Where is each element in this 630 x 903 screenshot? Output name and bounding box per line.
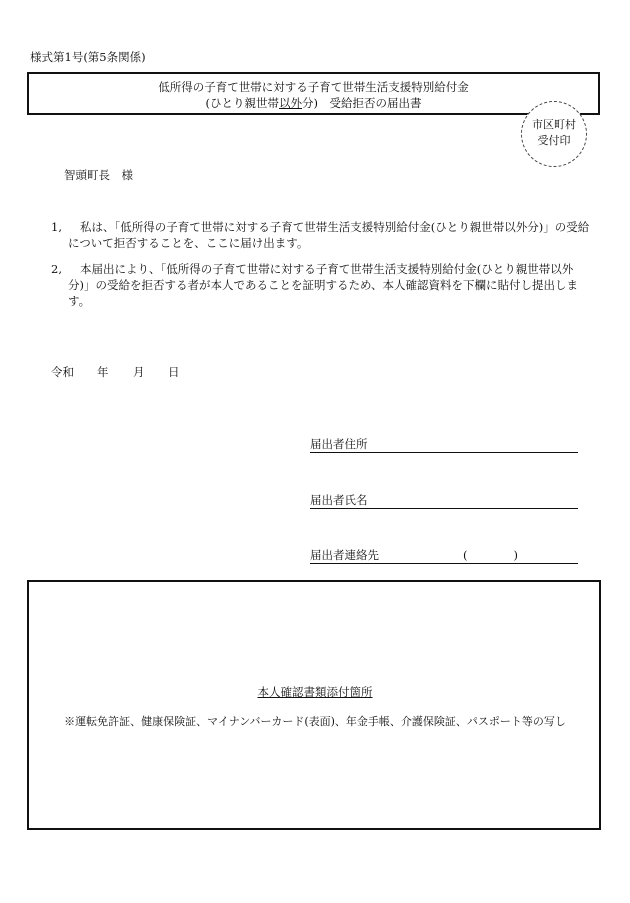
document-title-line2 [29,95,598,111]
contact-label: 届出者連絡先 [310,548,379,562]
declaration-item-1 [51,219,591,251]
name-field[interactable] [310,493,578,509]
contact-field[interactable] [310,548,578,564]
declaration-item-2 [51,261,591,309]
document-title-box [27,72,600,115]
contact-parentheses: ( ) [463,548,518,562]
date-day: 日 [168,365,180,379]
item-text: 私は、「低所得の子育て世帯に対する子育て世帯生活支援特別給付金(ひとり親世帯以外分)」の受給について拒否することを、ここに届け出ます。 [68,220,590,250]
stamp-line2: 受付印 [537,134,571,147]
reception-stamp-circle [521,101,587,167]
document-title-line1: 低所得の子育て世帯に対する子育て世帯生活支援特別給付金 [158,80,469,94]
attachment-box [27,580,601,830]
item-number: 2, [51,262,62,276]
title-line2-suffix: 分) 受給拒否の届出書 [302,96,422,110]
attachment-note: ※運転免許証、健康保険証、マイナンバーカード(表面)、年金手帳、介護保険証、パスポート等の写し [64,715,566,728]
item-number: 1, [51,220,62,234]
attachment-title [0,684,630,700]
title-line2-underlined: 以外 [279,96,302,110]
item-text: 本届出により、「低所得の子育て世帯に対する子育て世帯生活支援特別給付金(ひとり親世帯以外分)」の受給を拒否する者が本人であることを証明するため、本人確認資料を下欄に貼付し提出します。 [68,262,579,308]
name-label: 届出者氏名 [310,493,368,507]
address-label: 届出者住所 [310,437,368,451]
attachment-title-text: 本人確認書類添付箇所 [257,685,373,699]
stamp-line1: 市区町村 [532,118,576,131]
date-year: 年 [97,365,109,379]
address-field[interactable] [310,437,578,453]
addressee: 智頭町長 様 [64,168,133,182]
title-line2-prefix: (ひとり親世帯 [205,96,279,110]
date-line [51,364,180,380]
date-month: 月 [133,365,145,379]
form-number: 様式第1号(第5条関係) [30,50,146,64]
date-era: 令和 [51,365,74,379]
